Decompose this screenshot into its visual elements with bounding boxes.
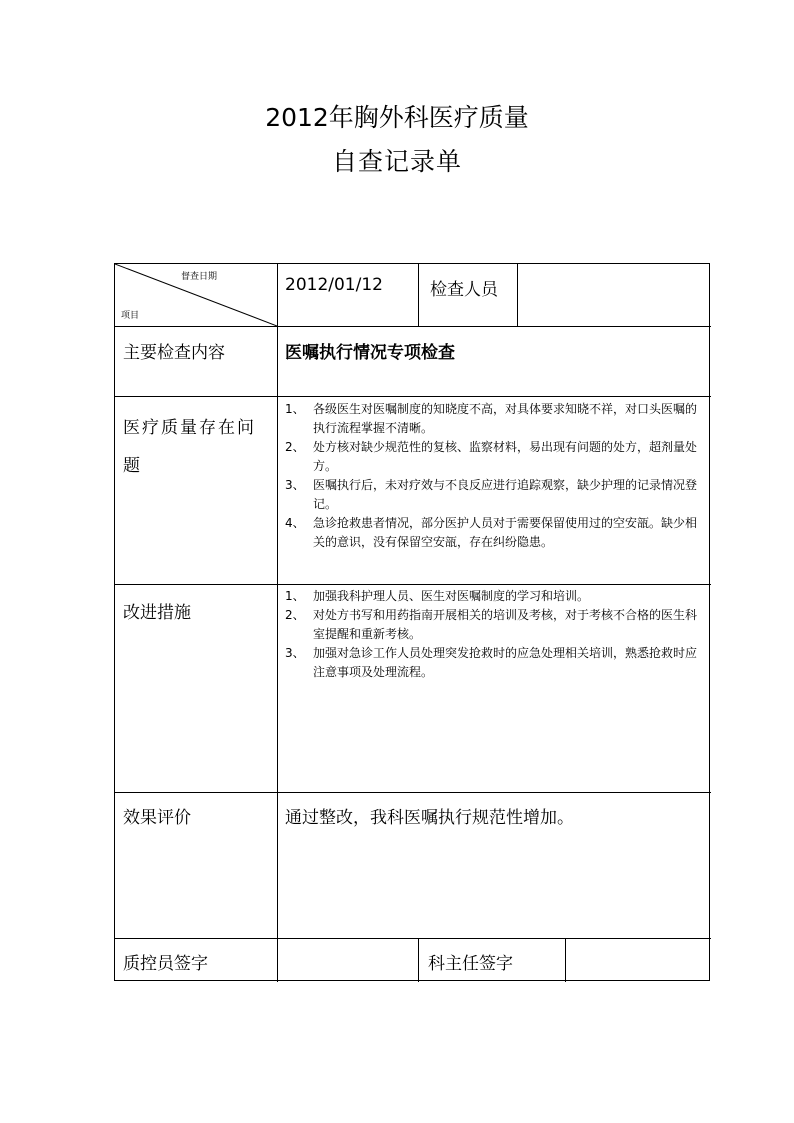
inspection-form [114,263,710,981]
list-item-text: 医嘱执行后，未对疗效与不良反应进行追踪观察，缺少护理的记录情况登记。 [313,478,698,511]
inspector-label: 检查人员 [430,280,498,300]
list-item-text: 处方核对缺少规范性的复核、监察材料，易出现有问题的处方，超剂量处方。 [313,440,698,473]
row-divider [115,326,711,327]
list-item-text: 对处方书写和用药指南开展相关的培训及考核，对于考核不合格的医生科室提醒和重新考核。 [313,608,698,641]
row-divider [115,584,711,585]
date-heading: 督查日期 [181,272,218,282]
problems-label: 医疗质量存在问题 [123,418,256,476]
document-title: 2012年胸外科医疗质量 [265,103,529,132]
list-item-number: 1、 [285,402,305,416]
list-item [285,514,705,552]
effect-value: 通过整改，我科医嘱执行规范性增加。 [285,808,574,828]
list-item [285,400,705,438]
column-divider [517,264,518,326]
column-divider [418,264,419,326]
main-content-label: 主要检查内容 [123,343,225,363]
effect-label: 效果评价 [123,808,191,828]
column-divider [418,938,419,982]
improve-label: 改进措施 [123,603,191,623]
problems-list [285,400,705,552]
director-signature-label: 科主任签字 [428,954,513,974]
list-item-text: 各级医生对医嘱制度的知晓度不高，对具体要求知晓不祥，对口头医嘱的执行流程掌握不清晰。 [313,402,698,435]
list-item-text: 加强对急诊工作人员处理突发抢救时的应急处理相关培训，熟悉抢救时应注意事项及处理流程。 [313,646,698,679]
list-item-number: 2、 [285,440,305,454]
item-heading: 项目 [121,311,140,321]
list-item-number: 1、 [285,589,305,603]
qc-signature-label: 质控员签字 [123,954,208,974]
list-item [285,606,705,644]
list-item-number: 4、 [285,516,305,530]
column-divider [277,264,278,982]
list-item [285,476,705,514]
column-divider [565,938,566,982]
row-divider [115,792,711,793]
list-item [285,587,705,606]
list-item-number: 3、 [285,646,305,660]
list-item [285,438,705,476]
main-content-value: 医嘱执行情况专项检查 [285,343,455,363]
list-item-text: 急诊抢救患者情况，部分医护人员对于需要保留使用过的空安瓿。缺少相关的意识，没有保留空安瓿，存在纠纷隐患。 [313,516,698,549]
list-item-number: 3、 [285,478,305,492]
row-divider [115,396,711,397]
document-subtitle: 自查记录单 [331,147,462,176]
list-item [285,644,705,682]
list-item-number: 2、 [285,608,305,622]
row-divider [115,938,711,939]
list-item-text: 加强我科护理人员、医生对医嘱制度的学习和培训。 [313,589,590,603]
improvements-list [285,587,705,682]
inspection-date: 2012/01/12 [285,275,383,295]
